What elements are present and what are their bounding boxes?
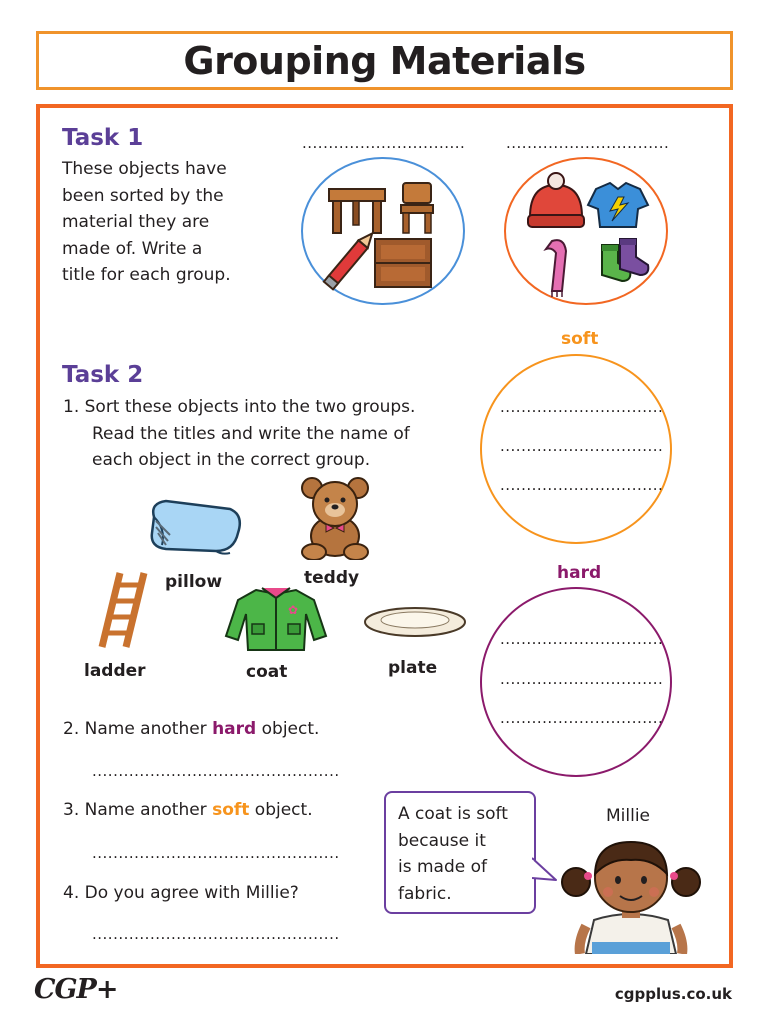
task1-line: material they are	[62, 212, 210, 232]
answer-line-q2[interactable]: ...............................................	[92, 762, 340, 780]
group1-title-blank[interactable]: ...............................	[302, 134, 466, 152]
plate-icon	[362, 605, 468, 639]
speech-bubble	[384, 791, 536, 914]
woolly-hat-icon	[528, 173, 584, 227]
soft-answer-line[interactable]: ...............................	[500, 398, 664, 416]
fabric-objects-illustration	[506, 159, 670, 307]
task2-line: each object in the correct group.	[92, 450, 371, 470]
table-icon	[329, 189, 385, 233]
title-banner	[36, 31, 733, 90]
hard-group-title: hard	[557, 563, 602, 583]
question-3-keyword: soft	[212, 800, 250, 820]
task1-line: title for each group.	[62, 265, 231, 285]
task1-instructions	[62, 156, 231, 289]
question-2-prefix: 2. Name another	[63, 719, 213, 739]
page-title: Grouping Materials	[183, 38, 586, 83]
socks-icon	[602, 239, 648, 281]
cgp-logo: CGP+	[34, 974, 118, 1005]
chair-icon	[401, 183, 433, 233]
pillow-icon	[146, 495, 246, 559]
speaker-name: Millie	[606, 806, 651, 826]
question-3-prefix: 3. Name another	[63, 800, 213, 820]
fabric-group-circle	[504, 157, 668, 305]
speech-line: because it	[398, 830, 486, 851]
question-2-suffix: object.	[256, 719, 320, 739]
speech-line: fabric.	[398, 883, 452, 904]
task2-line: Read the titles and write the name of	[92, 423, 410, 444]
question-3-suffix: object.	[249, 800, 313, 820]
object-label-coat: coat	[246, 662, 288, 682]
teddy-icon	[296, 476, 374, 560]
task2-instructions	[63, 394, 415, 474]
task1-heading: Task 1	[62, 125, 144, 151]
object-label-teddy: teddy	[304, 568, 360, 588]
millie-character-icon	[556, 830, 706, 954]
speech-line: is made of	[398, 857, 488, 877]
question-2-keyword: hard	[212, 719, 257, 739]
task1-line: made of. Write a	[62, 238, 203, 259]
task1-line: been sorted by the	[62, 185, 224, 206]
question-3	[63, 797, 313, 824]
coat-icon	[222, 584, 330, 654]
ladder-icon	[90, 569, 150, 651]
question-4: 4. Do you agree with Millie?	[63, 883, 299, 903]
wood-objects-illustration	[303, 159, 467, 307]
speech-line: A coat is soft	[398, 804, 508, 824]
soft-answer-line[interactable]: ...............................	[500, 437, 664, 455]
answer-line-q4[interactable]: ...............................................	[92, 925, 340, 943]
soft-group-title: soft	[561, 329, 599, 349]
drawers-icon	[375, 239, 431, 287]
hard-answer-line[interactable]: ...............................	[500, 709, 664, 727]
soft-answer-line[interactable]: ...............................	[500, 476, 664, 494]
task2-heading: Task 2	[62, 362, 144, 388]
task1-line: These objects have	[62, 159, 227, 179]
hard-answer-line[interactable]: ...............................	[500, 630, 664, 648]
question-2	[63, 716, 319, 743]
wood-group-circle	[301, 157, 465, 305]
tshirt-icon	[588, 183, 648, 227]
task2-line: 1. Sort these objects into the two groups.	[63, 397, 416, 417]
object-label-plate: plate	[388, 658, 438, 678]
object-label-pillow: pillow	[165, 572, 223, 592]
pencil-icon	[324, 230, 377, 290]
group2-title-blank[interactable]: ...............................	[506, 134, 670, 152]
footer-url[interactable]: cgpplus.co.uk	[614, 985, 732, 1003]
object-label-ladder: ladder	[84, 661, 146, 681]
hard-answer-line[interactable]: ...............................	[500, 670, 664, 688]
answer-line-q3[interactable]: ...............................................	[92, 844, 340, 862]
svg-text:✿: ✿	[288, 603, 299, 617]
scarf-icon	[546, 240, 566, 297]
